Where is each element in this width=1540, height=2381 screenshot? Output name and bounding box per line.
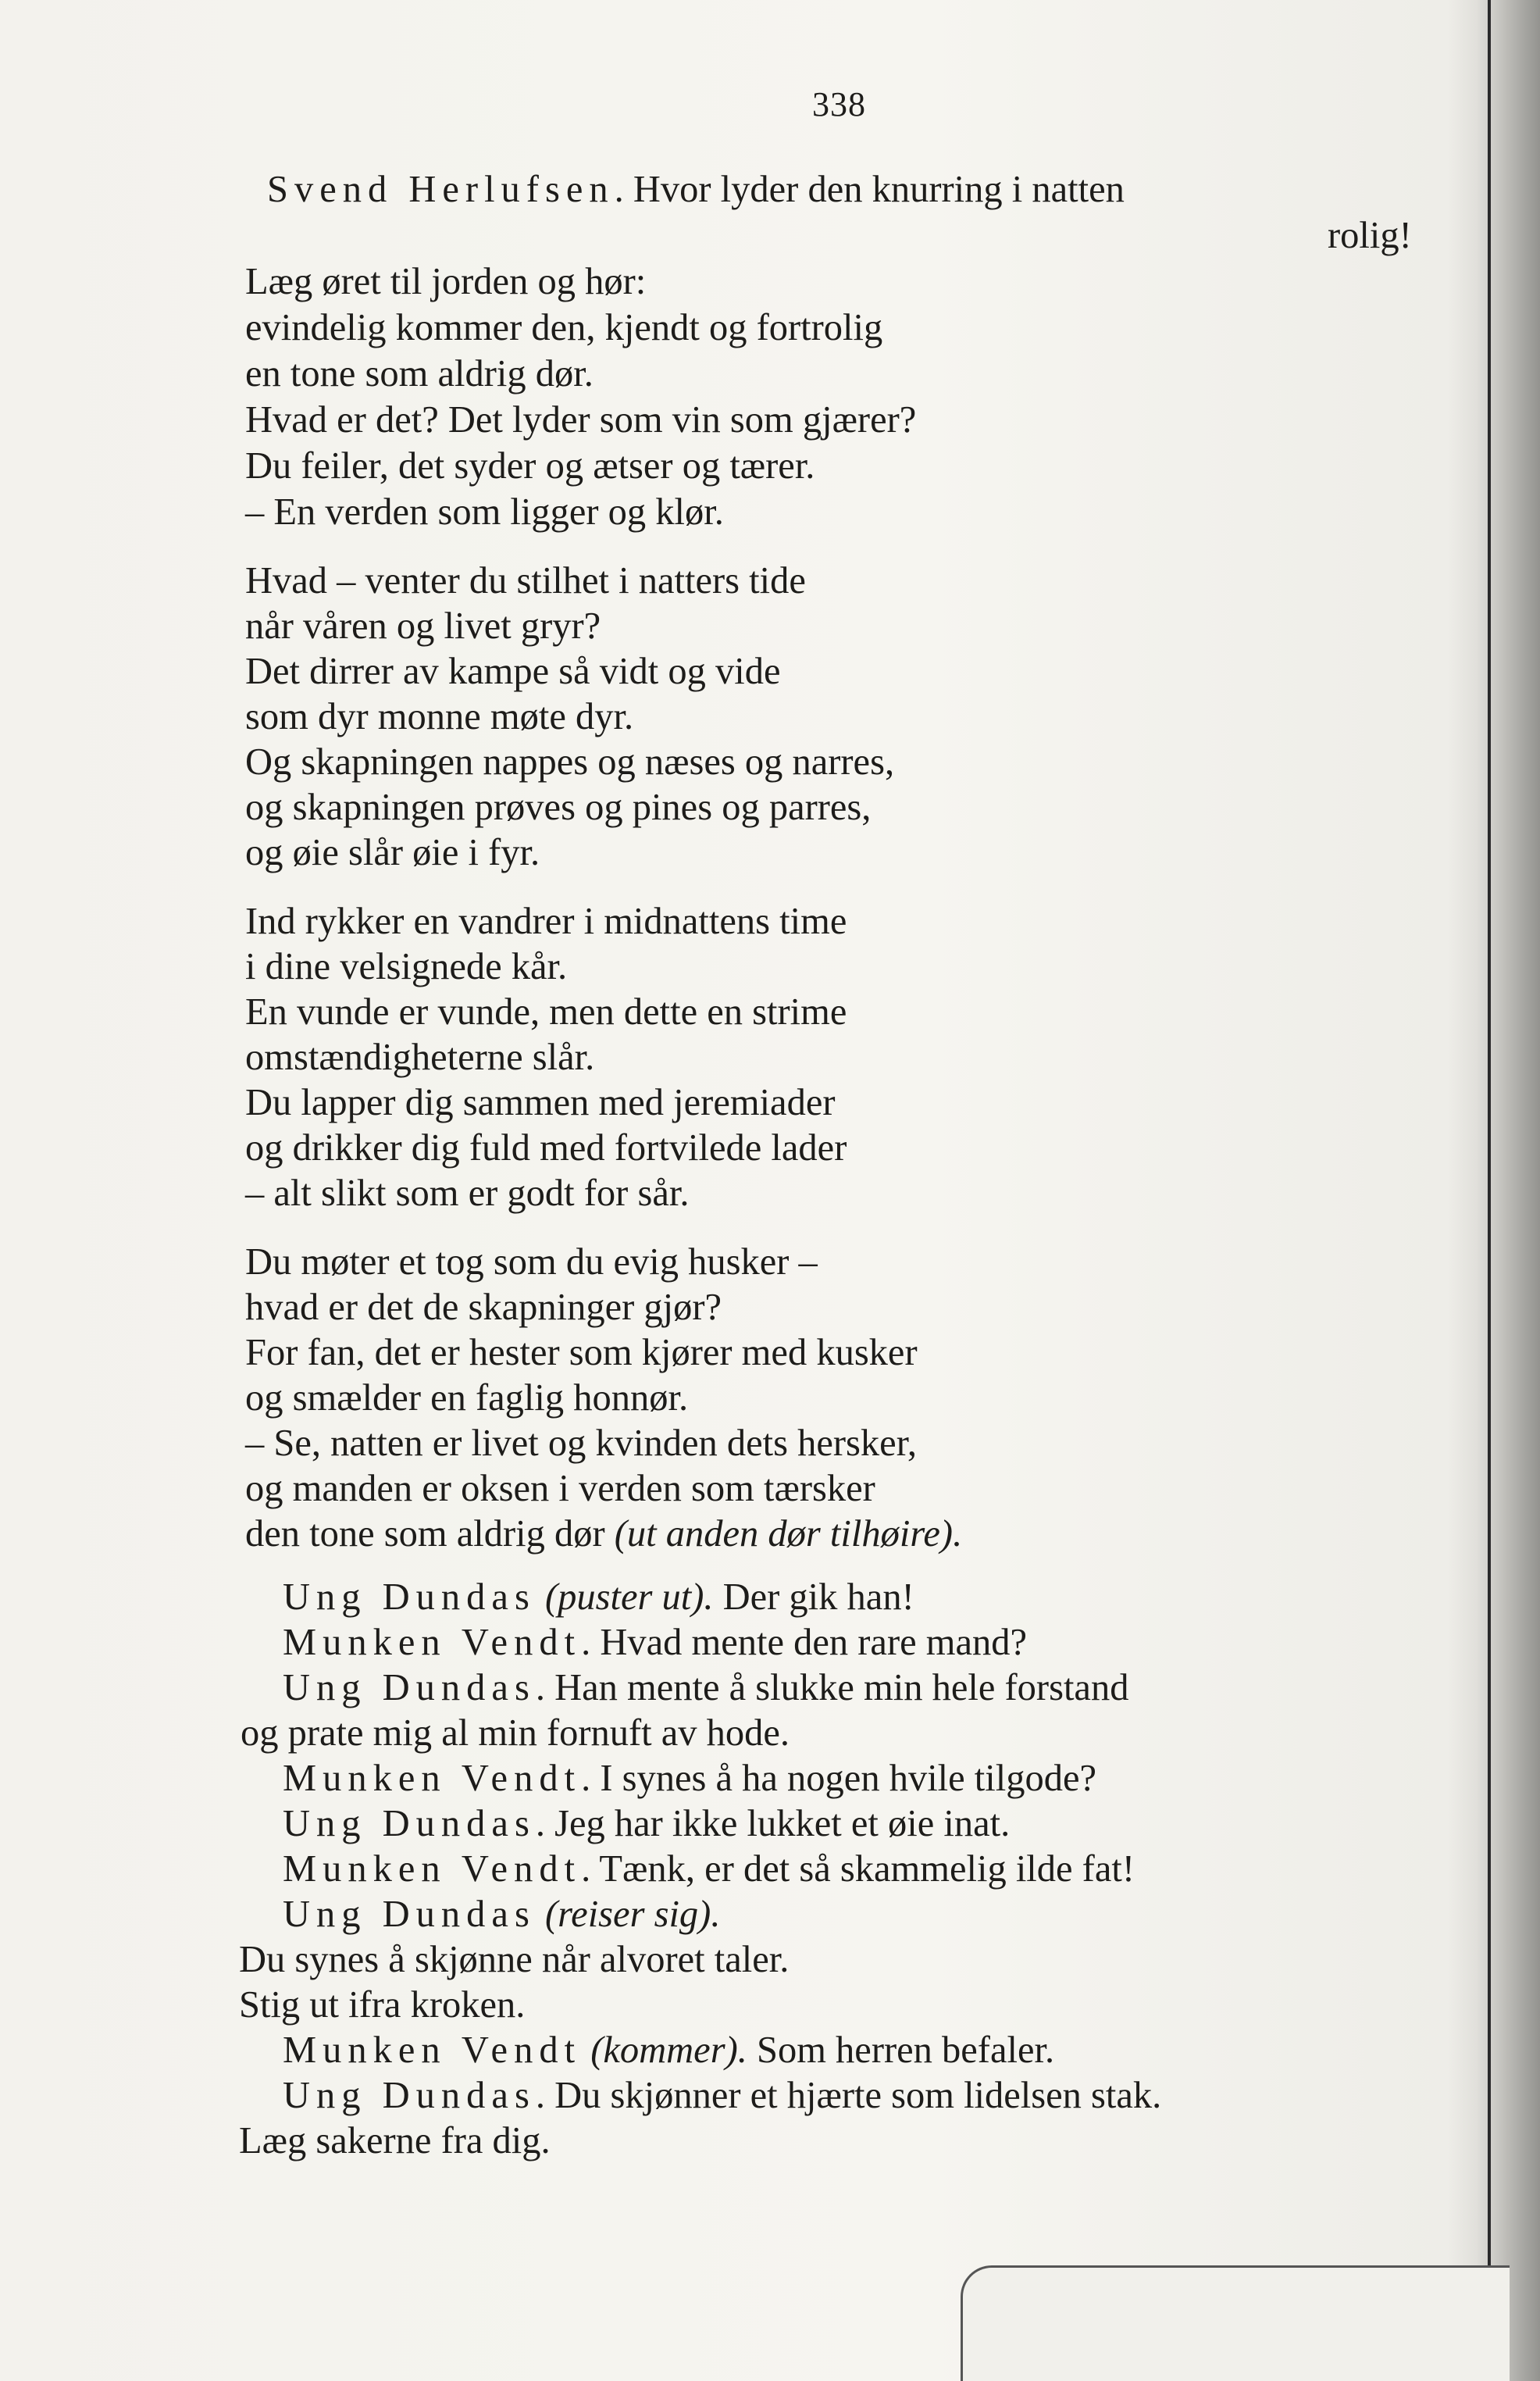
verse-line: Du synes å skjønne når alvoret taler. — [239, 1939, 790, 1980]
dialogue-text: . Tænk, er det så skammelig ilde fat! — [581, 1848, 1135, 1890]
verse-line: hvad er det de skapninger gjør? — [245, 1287, 722, 1328]
dialogue-line — [283, 1665, 1128, 1711]
verse-line: – alt slikt som er godt for sår. — [245, 1173, 690, 1214]
verse-line: i dine velsignede kår. — [245, 946, 568, 987]
dialogue-text: Som herren befaler. — [747, 2029, 1055, 2071]
verse-line: Hvad er det? Det lyder som vin som gjærer? — [245, 399, 917, 441]
speaker-name: Munken Vendt — [283, 1758, 582, 1799]
verse-line: Læg øret til jorden og hør: — [245, 261, 647, 302]
verse-line — [267, 167, 1125, 212]
verse-line: Du lapper dig sammen med jeremiader — [245, 1082, 836, 1123]
page-corner-fold — [961, 2265, 1510, 2381]
dialogue-line — [283, 1575, 914, 1620]
dialogue-text: . Jeg har ikke lukket et øie inat. — [535, 1803, 1011, 1844]
verse-line: Læg sakerne fra dig. — [239, 2120, 551, 2161]
speaker-name: Svend Herlufsen — [267, 169, 615, 210]
dialogue-line — [283, 1892, 720, 1937]
dialogue-line — [283, 2028, 1054, 2073]
speaker-name: Ung Dundas — [283, 1576, 536, 1618]
speaker-name: Munken Vendt — [283, 1622, 582, 1663]
verse-text: den tone som aldrig dør — [245, 1513, 615, 1555]
verse-line: En vunde er vunde, men dette en strime — [245, 991, 847, 1033]
verse-line: og drikker dig fuld med fortvilede lader — [245, 1127, 847, 1169]
verse-line: og manden er oksen i verden som tærsker — [245, 1468, 875, 1509]
dialogue-text: . I synes å ha nogen hvile tilgode? — [581, 1758, 1097, 1799]
verse-line: For fan, det er hester som kjører med kusker — [245, 1332, 918, 1373]
verse-line: Hvad – venter du stilhet i natters tide — [245, 560, 806, 601]
verse-line: og smælder en faglig honnør. — [245, 1377, 689, 1419]
verse-line: rolig! — [1328, 215, 1412, 256]
verse-line: Og skapningen nappes og næses og narres, — [245, 741, 895, 783]
verse-line: Det dirrer av kampe så vidt og vide — [245, 651, 781, 692]
stage-direction: (reiser sig). — [535, 1894, 721, 1935]
dialogue-line — [283, 2073, 1161, 2119]
verse-line: som dyr monne møte dyr. — [245, 696, 634, 737]
dialogue-text: . Hvor lyder den knurring i natten — [614, 169, 1125, 210]
verse-line: Stig ut ifra kroken. — [239, 1984, 526, 2026]
spine-shadow — [1476, 0, 1540, 2381]
dialogue-text: . Du skjønner et hjærte som lidelsen stak. — [535, 2075, 1162, 2116]
verse-line: – En verden som ligger og klør. — [245, 491, 724, 533]
verse-line: en tone som aldrig dør. — [245, 353, 594, 394]
speaker-name: Munken Vendt — [283, 1848, 582, 1890]
stage-direction: (puster ut). — [535, 1576, 714, 1618]
page-number: 338 — [812, 85, 866, 123]
speaker-name: Ung Dundas — [283, 1667, 536, 1708]
stage-direction: (ut anden dør tilhøire). — [614, 1513, 963, 1555]
verse-line: og prate mig al min fornuft av hode. — [241, 1712, 790, 1754]
verse-line: og øie slår øie i fyr. — [245, 832, 540, 873]
verse-line: og skapningen prøves og pines og parres, — [245, 787, 872, 828]
dialogue-text: . Hvad mente den rare mand? — [581, 1622, 1028, 1663]
speaker-name: Ung Dundas — [283, 1894, 536, 1935]
dialogue-line — [283, 1847, 1135, 1892]
dialogue-line — [283, 1801, 1010, 1847]
verse-line: Du feiler, det syder og ætser og tærer. — [245, 445, 815, 487]
speaker-name: Munken Vendt — [283, 2029, 582, 2071]
dialogue-line — [283, 1620, 1027, 1665]
dialogue-text: . Han mente å slukke min hele forstand — [535, 1667, 1129, 1708]
speaker-name: Ung Dundas — [283, 1803, 536, 1844]
verse-line: Ind rykker en vandrer i midnattens time — [245, 901, 847, 942]
verse-line — [245, 1512, 962, 1557]
dialogue-line — [283, 1756, 1096, 1801]
verse-line: – Se, natten er livet og kvinden dets hersker, — [245, 1423, 918, 1464]
stage-direction: (kommer). — [581, 2029, 747, 2071]
verse-line: omstændigheterne slår. — [245, 1037, 595, 1078]
speaker-name: Ung Dundas — [283, 2075, 536, 2116]
verse-line: når våren og livet gryr? — [245, 605, 601, 647]
verse-line: Du møter et tog som du evig husker – — [245, 1241, 818, 1283]
verse-line: evindelig kommer den, kjendt og fortrolig — [245, 307, 883, 348]
page-edge — [1488, 0, 1491, 2381]
dialogue-text: Der gik han! — [713, 1576, 914, 1618]
